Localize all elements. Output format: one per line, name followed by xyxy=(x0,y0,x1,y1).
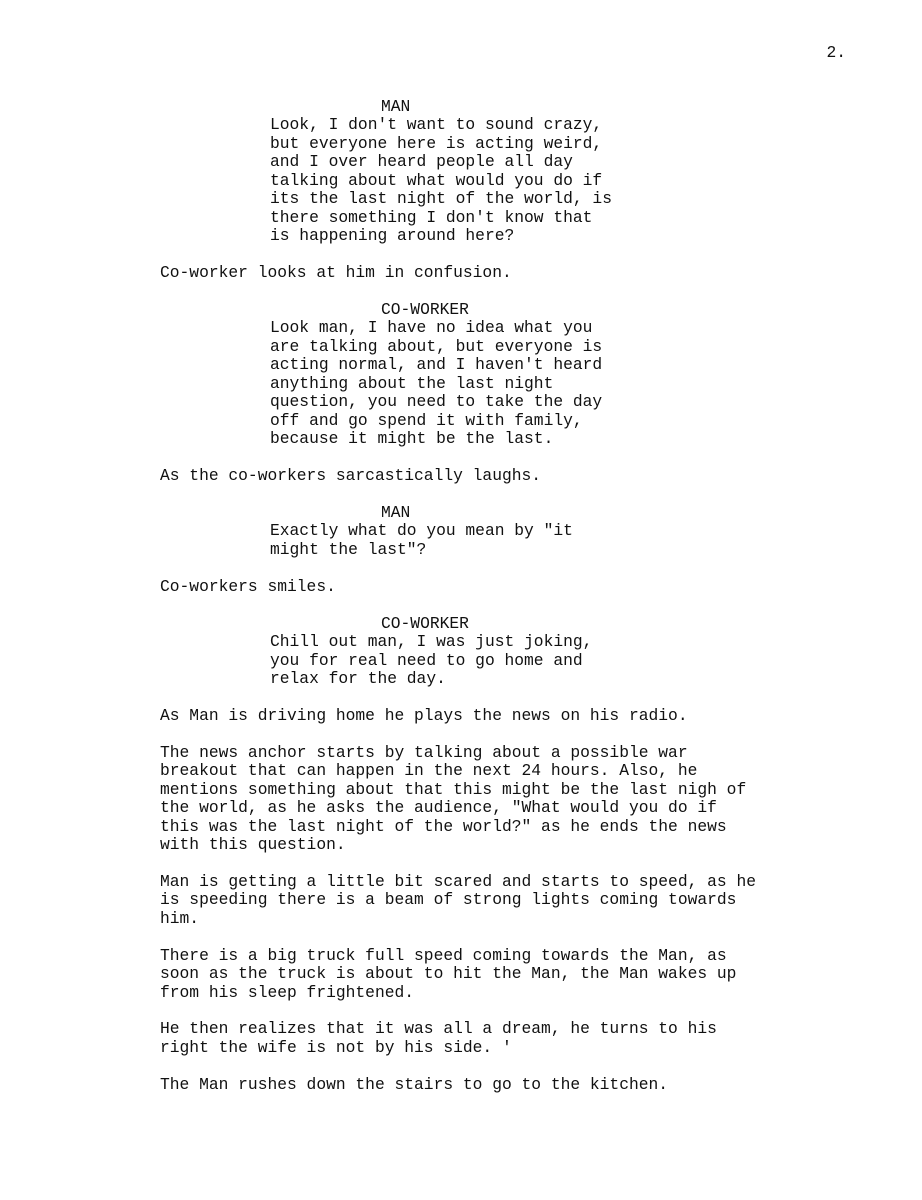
dialogue-line: you for real need to go home and xyxy=(270,650,583,670)
action-line: The Man rushes down the stairs to go to the kitchen. xyxy=(160,1074,669,1094)
action-line: this was the last night of the world?" as he ends the news xyxy=(160,816,727,836)
dialogue-line: Look, I don't want to sound crazy, xyxy=(270,115,603,135)
dialogue-block xyxy=(160,301,860,449)
character-name: CO-WORKER xyxy=(381,299,469,319)
dialogue-line: Chill out man, I was just joking, xyxy=(270,632,593,652)
action-block xyxy=(160,744,860,855)
dialogue-block xyxy=(160,504,860,559)
action-line: The news anchor starts by talking about a possible war xyxy=(160,742,688,762)
action-line: from his sleep frightened. xyxy=(160,982,415,1002)
action-line: As Man is driving home he plays the news on his radio. xyxy=(160,705,688,725)
dialogue-line: its the last night of the world, is xyxy=(270,189,612,209)
action-block xyxy=(160,467,860,485)
action-block xyxy=(160,1020,860,1057)
action-line: is speeding there is a beam of strong lights coming towards xyxy=(160,890,737,910)
dialogue-line: relax for the day. xyxy=(270,668,446,688)
dialogue-block xyxy=(160,615,860,689)
action-line: There is a big truck full speed coming towards the Man, as xyxy=(160,945,727,965)
dialogue-line: acting normal, and I haven't heard xyxy=(270,355,603,375)
character-name: CO-WORKER xyxy=(381,613,469,633)
action-line: right the wife is not by his side. ' xyxy=(160,1037,512,1057)
action-block xyxy=(160,707,860,725)
action-line: Man is getting a little bit scared and starts to speed, as he xyxy=(160,871,756,891)
dialogue-line: are talking about, but everyone is xyxy=(270,336,603,356)
action-line: Co-workers smiles. xyxy=(160,576,336,596)
dialogue-line: Look man, I have no idea what you xyxy=(270,318,593,338)
dialogue-line: there something I don't know that xyxy=(270,207,593,227)
action-line: He then realizes that it was all a dream, he turns to his xyxy=(160,1019,717,1039)
action-line: Co-worker looks at him in confusion. xyxy=(160,263,512,283)
dialogue-line: question, you need to take the day xyxy=(270,392,603,412)
action-block xyxy=(160,264,860,282)
action-block xyxy=(160,947,860,1002)
character-name: MAN xyxy=(381,97,411,116)
dialogue-line: Exactly what do you mean by "it xyxy=(270,521,573,541)
action-line: As the co-workers sarcastically laughs. xyxy=(160,466,542,486)
dialogue-line: because it might be the last. xyxy=(270,429,554,449)
dialogue-line: but everyone here is acting weird, xyxy=(270,133,603,153)
action-block xyxy=(160,873,860,928)
action-line: him. xyxy=(160,908,200,928)
script-body xyxy=(160,98,860,1113)
action-line: with this question. xyxy=(160,835,346,854)
action-block xyxy=(160,1076,860,1094)
dialogue-block xyxy=(160,98,860,246)
dialogue-line: off and go spend it with family, xyxy=(270,410,583,430)
dialogue-line: might the last"? xyxy=(270,539,427,559)
dialogue-line: anything about the last night xyxy=(270,373,554,393)
action-block xyxy=(160,578,860,596)
dialogue-line: is happening around here? xyxy=(270,226,515,246)
character-name: MAN xyxy=(381,502,411,522)
action-line: soon as the truck is about to hit the Man, the Man wakes up xyxy=(160,964,737,984)
dialogue-line: and I over heard people all day xyxy=(270,152,573,172)
action-line: breakout that can happen in the next 24 hours. Also, he xyxy=(160,761,698,781)
page-number: 2. xyxy=(826,43,846,62)
action-line: mentions something about that this might be the last nigh of xyxy=(160,779,747,799)
dialogue-line: talking about what would you do if xyxy=(270,170,603,190)
action-line: the world, as he asks the audience, "What would you do if xyxy=(160,798,717,818)
